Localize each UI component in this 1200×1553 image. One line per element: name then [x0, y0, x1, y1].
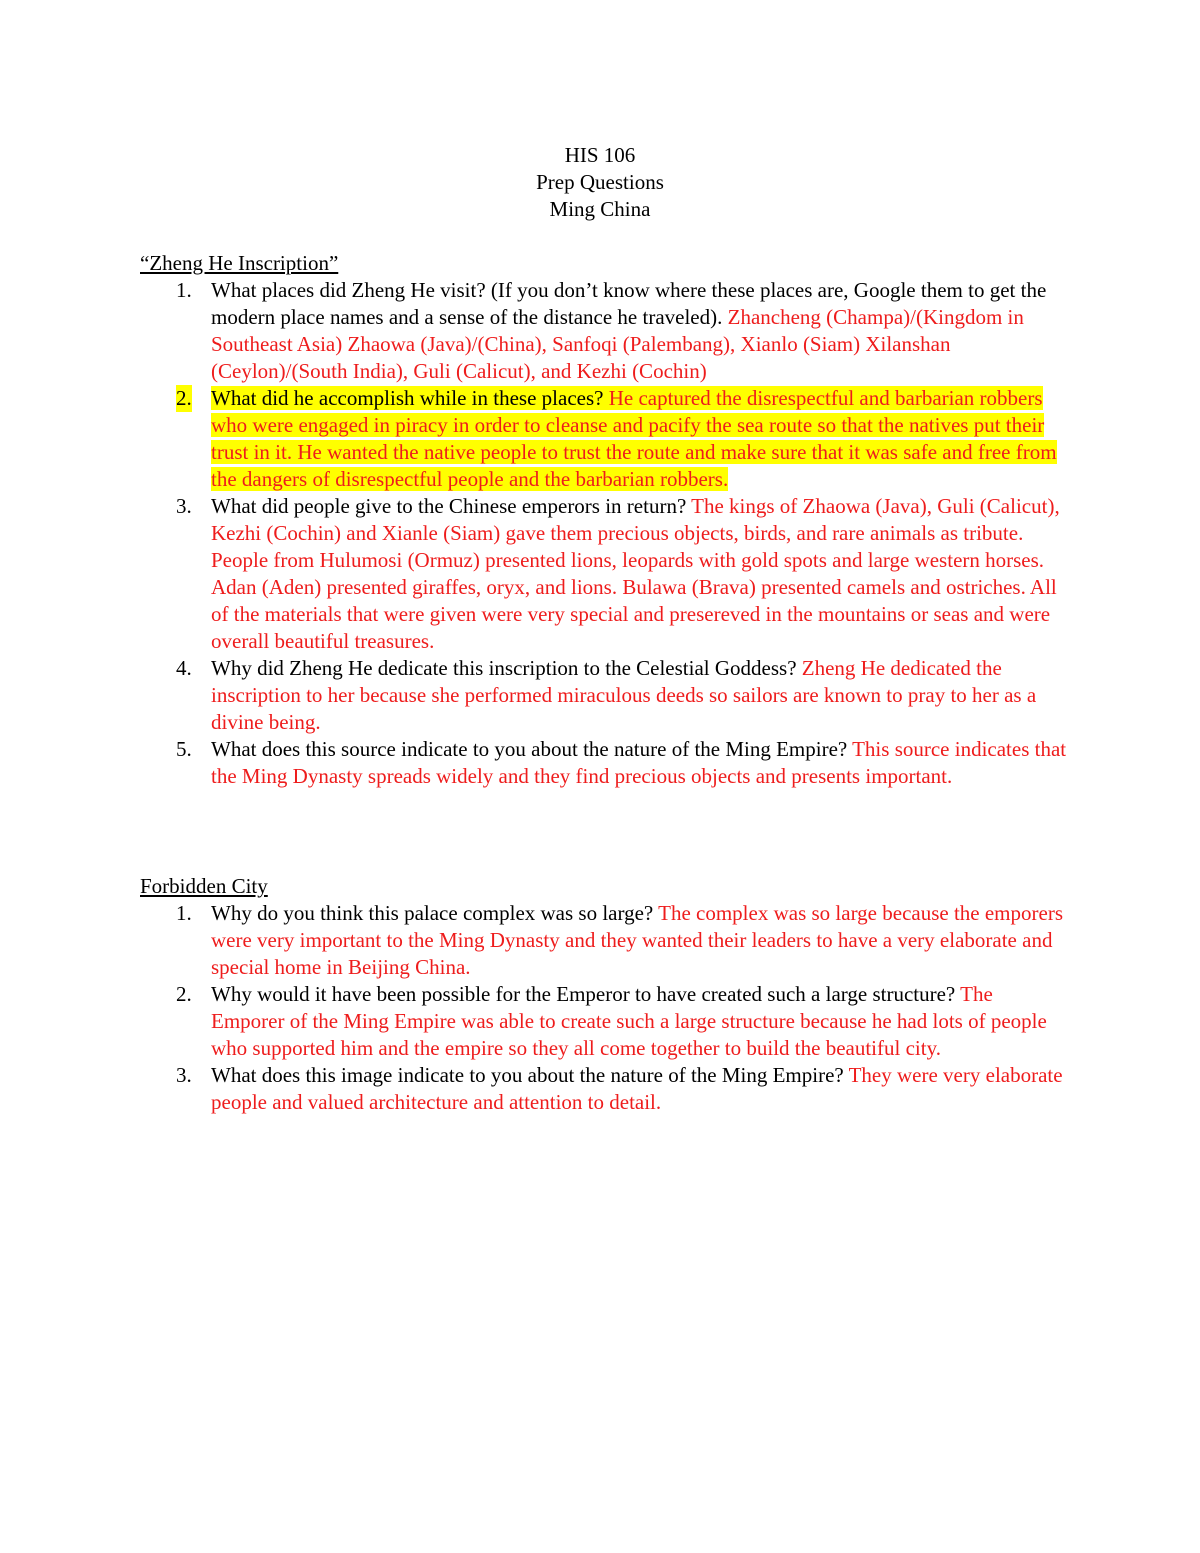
- answer-text: This source indicates that the Ming Dynasty spreads widely and they find precious objects and presents important.: [211, 737, 1067, 788]
- section-title: Forbidden City: [140, 874, 268, 898]
- question-item: [140, 1062, 1070, 1116]
- question-text: What did he accomplish while in these places?: [211, 386, 609, 410]
- question-text: What does this source indicate to you about the nature of the Ming Empire?: [211, 737, 853, 761]
- answer-text: Zhancheng (Champa)/(Kingdom in Southeast Asia) Zhaowa (Java)/(China), Sanfoqi (Palembang), Xianlo (Siam) Xilanshan (Ceylon)/(South India), Guli (Calicut), and Kezhi (Cochin): [211, 305, 1024, 383]
- question-number: 3.: [176, 494, 192, 518]
- question-text: Why would it have been possible for the Emperor to have created such a large structure?: [211, 982, 961, 1006]
- course-title: HIS 106: [564, 143, 636, 167]
- question-text: Why do you think this palace complex was so large?: [211, 901, 659, 925]
- question-number: 4.: [176, 656, 192, 680]
- answer-text: He captured the disrespectful and barbarian robbers who were engaged in piracy in order to cleanse and pacify the sea route so that the natives put their trust in it. He wanted the native people to trust the route and make sure that it was safe and free from the dangers of disrespectful people and the barbarian robbers.: [211, 386, 1057, 491]
- answer-text: They were very elaborate people and valued architecture and attention to detail.: [211, 1063, 1063, 1114]
- question-number: 2.: [176, 386, 192, 410]
- question-item: [140, 493, 1070, 655]
- question-text: What places did Zheng He visit? (If you don’t know where these places are, Google them to get the modern place names and a sense of the distance he traveled).: [211, 278, 1047, 329]
- question-number: 1.: [176, 901, 192, 925]
- question-number: 5.: [176, 737, 192, 761]
- question-text: What does this image indicate to you about the nature of the Ming Empire?: [211, 1063, 849, 1087]
- question-item: [140, 277, 1070, 385]
- answer-text: Zheng He dedicated the inscription to her because she performed miraculous deeds so sailors are known to pray to her as a divine being.: [211, 656, 1037, 734]
- question-item: [140, 736, 1070, 790]
- question-number: 3.: [176, 1063, 192, 1087]
- section-title: “Zheng He Inscription”: [140, 251, 339, 275]
- answer-text: The complex was so large because the emporers were very important to the Ming Dynasty and they wanted their leaders to have a very elaborate and special home in Beijing China.: [211, 901, 1064, 979]
- answer-text: The kings of Zhaowa (Java), Guli (Calicut), Kezhi (Cochin) and Xianle (Siam) gave them precious objects, birds, and rare animals as tribute. People from Hulumosi (Ormuz) presented lions, leopards with gold spots and large western horses. Adan (Aden) presented giraffes, oryx, and lions. Bulawa (Brava) presented camels and ostriches. All of the materials that were given were very special and presereved in the mountains or seas and were overall beautiful treasures.: [211, 494, 1060, 653]
- section-zheng-he: [140, 250, 1070, 790]
- question-text: What did people give to the Chinese emperors in return?: [211, 494, 692, 518]
- question-list: [140, 277, 1070, 790]
- answer-text: The Emporer of the Ming Empire was able to create such a large structure because he had lots of people who supported him and the empire so they all come together to build the beautiful city.: [211, 982, 1047, 1060]
- question-number: 1.: [176, 278, 192, 302]
- question-item: [140, 900, 1070, 981]
- question-list: [140, 900, 1070, 1116]
- question-item: [140, 981, 1070, 1062]
- section-forbidden-city: [140, 873, 1070, 1116]
- question-number: 2.: [176, 982, 192, 1006]
- document-header: [0, 142, 1200, 223]
- question-item: [140, 655, 1070, 736]
- document-topic: Ming China: [549, 197, 651, 221]
- question-item-highlighted: [140, 385, 1070, 493]
- document-subtitle: Prep Questions: [536, 170, 664, 194]
- question-text: Why did Zheng He dedicate this inscription to the Celestial Goddess?: [211, 656, 802, 680]
